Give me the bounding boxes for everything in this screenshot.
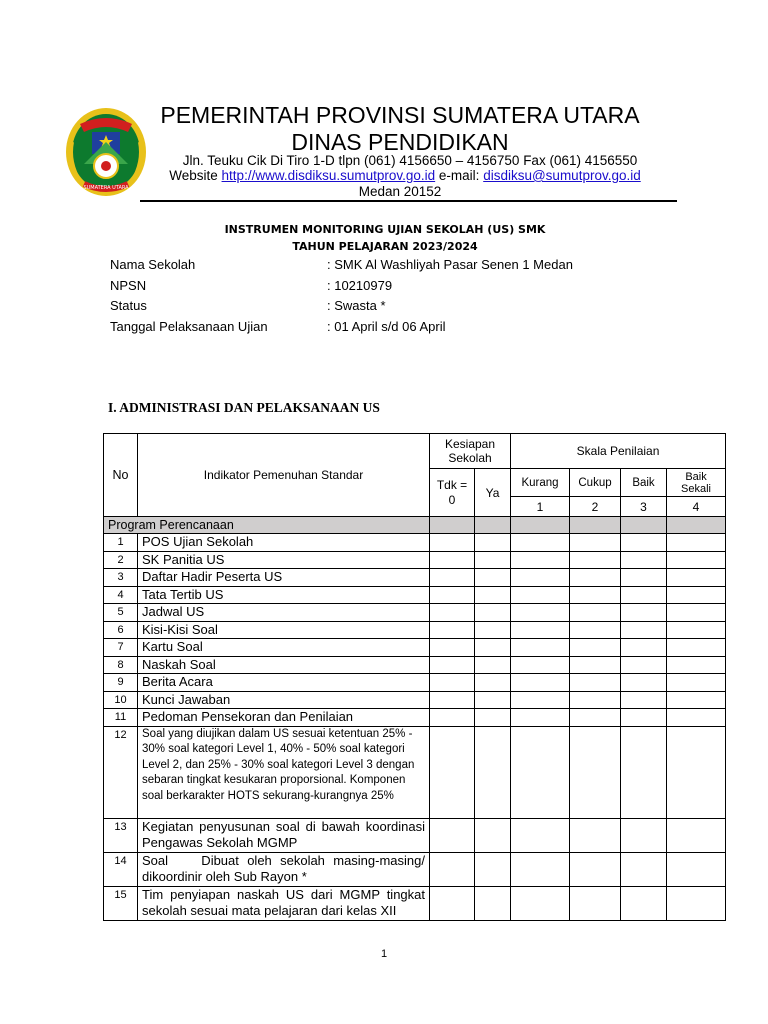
meta-label: Status <box>110 298 147 313</box>
meta-status <box>110 298 386 314</box>
cell-score-1[interactable] <box>511 569 570 587</box>
meta-npsn <box>110 278 393 294</box>
cell-ya[interactable] <box>475 674 511 692</box>
cell-ya[interactable] <box>475 604 511 622</box>
website-label: Website <box>169 168 218 183</box>
cell-score-4[interactable] <box>667 726 726 818</box>
department-name: DINAS PENDIDIKAN <box>291 129 509 155</box>
cell-score-1[interactable] <box>511 604 570 622</box>
cell-tdk[interactable] <box>430 586 475 604</box>
document-subtitle: TAHUN PELAJARAN 2023/2024 <box>292 240 478 253</box>
cell-score-2[interactable] <box>570 691 621 709</box>
cell-score-4[interactable] <box>667 818 726 852</box>
cell-tdk[interactable] <box>430 674 475 692</box>
row-indicator: Kunci Jawaban <box>138 691 430 709</box>
meta-school-name <box>110 257 573 273</box>
monitoring-table <box>103 433 726 921</box>
cell-score-3[interactable] <box>621 852 667 886</box>
row-indicator: Soal yang diujikan dalam US sesuai ketentuan 25% - 30% soal kategori Level 1, 40% - 50% soal kategori Level 2, dan 25% - 30% soal kategori Level 3 dengan sebaran tingkat kesukaran proporsional. Komponen soal berkarakter HOTS sekurang-kurangnya 25% <box>138 726 430 818</box>
cell-score-3[interactable] <box>621 621 667 639</box>
cell-ya[interactable] <box>475 551 511 569</box>
row-number: 10 <box>104 691 138 709</box>
cell-tdk[interactable] <box>430 621 475 639</box>
cell-ya[interactable] <box>475 639 511 657</box>
col-readiness-header: Kesiapan Sekolah <box>430 434 511 469</box>
col-no-header: No <box>104 434 138 517</box>
row-number: 5 <box>104 604 138 622</box>
meta-value: : 10210979 <box>327 278 393 293</box>
cell-ya[interactable] <box>475 691 511 709</box>
cell-score-3[interactable] <box>621 604 667 622</box>
cell-score-2[interactable] <box>570 726 621 818</box>
cell-score-4[interactable] <box>667 569 726 587</box>
cell-score-1[interactable] <box>511 886 570 920</box>
email-link[interactable]: disdiksu@sumutprov.go.id <box>483 168 641 183</box>
cell-score-3[interactable] <box>621 534 667 552</box>
cell-tdk[interactable] <box>430 551 475 569</box>
cell-score-3[interactable] <box>621 551 667 569</box>
cell-ya[interactable] <box>475 886 511 920</box>
website-link[interactable]: http://www.disdiksu.sumutprov.go.id <box>221 168 436 183</box>
scale-value-4: 4 <box>667 497 726 517</box>
meta-value: : SMK Al Washliyah Pasar Senen 1 Medan <box>327 257 573 272</box>
row-indicator: Kartu Soal <box>138 639 430 657</box>
group-program-perencanaan: Program Perencanaan <box>104 517 430 534</box>
address-line: Jln. Teuku Cik Di Tiro 1-D tlpn (061) 4156650 – 4156750 Fax (061) 4156550 <box>182 153 638 168</box>
row-number: 12 <box>104 726 138 818</box>
row-number: 13 <box>104 818 138 852</box>
cell-score-4[interactable] <box>667 534 726 552</box>
cell-score-4[interactable] <box>667 586 726 604</box>
cell-score-2[interactable] <box>570 639 621 657</box>
row-number: 11 <box>104 709 138 727</box>
cell-tdk[interactable] <box>430 639 475 657</box>
cell-score-3[interactable] <box>621 886 667 920</box>
cell-score-4[interactable] <box>667 852 726 886</box>
col-ya-header: Ya <box>475 469 511 517</box>
cell-tdk[interactable] <box>430 691 475 709</box>
row-number: 6 <box>104 621 138 639</box>
cell-score-2[interactable] <box>570 674 621 692</box>
row-indicator: POS Ujian Sekolah <box>138 534 430 552</box>
cell-tdk[interactable] <box>430 709 475 727</box>
row-indicator: Kisi-Kisi Soal <box>138 621 430 639</box>
cell-score-3[interactable] <box>621 569 667 587</box>
cell-score-2[interactable] <box>570 886 621 920</box>
cell-score-4[interactable] <box>667 886 726 920</box>
col-scale-header: Skala Penilaian <box>511 434 726 469</box>
cell-score-1[interactable] <box>511 586 570 604</box>
row-number: 1 <box>104 534 138 552</box>
row-number: 2 <box>104 551 138 569</box>
row-number: 14 <box>104 852 138 886</box>
cell-ya[interactable] <box>475 534 511 552</box>
page-number: 1 <box>380 948 388 960</box>
cell-ya[interactable] <box>475 818 511 852</box>
cell-score-3[interactable] <box>621 726 667 818</box>
col-tdk-header: Tdk = 0 <box>430 469 475 517</box>
cell-tdk[interactable] <box>430 852 475 886</box>
cell-score-4[interactable] <box>667 709 726 727</box>
cell-score-3[interactable] <box>621 674 667 692</box>
row-indicator: Daftar Hadir Peserta US <box>138 569 430 587</box>
row-indicator: Tata Tertib US <box>138 586 430 604</box>
header-divider <box>140 200 677 202</box>
cell-score-2[interactable] <box>570 534 621 552</box>
cell-score-2[interactable] <box>570 818 621 852</box>
scale-label-cukup: Cukup <box>570 469 621 497</box>
row-indicator: Berita Acara <box>138 674 430 692</box>
cell-tdk[interactable] <box>430 569 475 587</box>
cell-ya[interactable] <box>475 709 511 727</box>
col-indicator-header: Indikator Pemenuhan Standar <box>138 434 430 517</box>
row-indicator: Tim penyiapan naskah US dari MGMP tingkat sekolah sesuai mata pelajaran dari kelas XII <box>138 886 430 920</box>
city-postcode: Medan 20152 <box>358 184 442 199</box>
cell-score-1[interactable] <box>511 674 570 692</box>
cell-score-3[interactable] <box>621 656 667 674</box>
row-number: 4 <box>104 586 138 604</box>
government-name: PEMERINTAH PROVINSI SUMATERA UTARA <box>160 102 640 128</box>
cell-score-2[interactable] <box>570 852 621 886</box>
document-title: INSTRUMEN MONITORING UJIAN SEKOLAH (US) SMK <box>224 223 546 236</box>
cell-score-4[interactable] <box>667 674 726 692</box>
row-number: 15 <box>104 886 138 920</box>
cell-score-1[interactable] <box>511 639 570 657</box>
scale-label-kurang: Kurang <box>511 469 570 497</box>
row-number: 7 <box>104 639 138 657</box>
cell-score-1[interactable] <box>511 551 570 569</box>
cell-score-2[interactable] <box>570 586 621 604</box>
cell-ya[interactable] <box>475 569 511 587</box>
cell-score-2[interactable] <box>570 604 621 622</box>
scale-value-3: 3 <box>621 497 667 517</box>
row-indicator: Soal Dibuat oleh sekolah masing-masing/ dikoordinir oleh Sub Rayon * <box>138 852 430 886</box>
cell-score-3[interactable] <box>621 586 667 604</box>
cell-score-3[interactable] <box>621 691 667 709</box>
row-number: 3 <box>104 569 138 587</box>
cell-score-2[interactable] <box>570 656 621 674</box>
row-indicator: Jadwal US <box>138 604 430 622</box>
cell-ya[interactable] <box>475 586 511 604</box>
row-number: 9 <box>104 674 138 692</box>
row-indicator: Kegiatan penyusunan soal di bawah koordinasi Pengawas Sekolah MGMP <box>138 818 430 852</box>
cell-score-4[interactable] <box>667 551 726 569</box>
cell-ya[interactable] <box>475 852 511 886</box>
cell-tdk[interactable] <box>430 604 475 622</box>
cell-tdk[interactable] <box>430 534 475 552</box>
emblem-text: SUMATERA UTARA <box>83 185 129 191</box>
scale-value-1: 1 <box>511 497 570 517</box>
cell-score-2[interactable] <box>570 569 621 587</box>
cell-score-4[interactable] <box>667 639 726 657</box>
cell-score-3[interactable] <box>621 709 667 727</box>
meta-exam-date <box>110 319 446 335</box>
cell-score-1[interactable] <box>511 621 570 639</box>
cell-score-2[interactable] <box>570 621 621 639</box>
cell-ya[interactable] <box>475 621 511 639</box>
cell-score-1[interactable] <box>511 818 570 852</box>
cell-score-4[interactable] <box>667 691 726 709</box>
scale-label-baik-sekali: Baik Sekali <box>667 469 726 497</box>
row-indicator: Naskah Soal <box>138 656 430 674</box>
cell-ya[interactable] <box>475 726 511 818</box>
meta-label: NPSN <box>110 278 147 293</box>
cell-score-4[interactable] <box>667 656 726 674</box>
cell-score-1[interactable] <box>511 709 570 727</box>
meta-label: Nama Sekolah <box>110 257 196 272</box>
cell-score-1[interactable] <box>511 656 570 674</box>
scale-value-2: 2 <box>570 497 621 517</box>
meta-label: Tanggal Pelaksanaan Ujian <box>110 319 268 334</box>
contact-line <box>105 168 705 184</box>
row-indicator: Pedoman Pensekoran dan Penilaian <box>138 709 430 727</box>
scale-label-baik: Baik <box>621 469 667 497</box>
cell-tdk[interactable] <box>430 656 475 674</box>
cell-score-1[interactable] <box>511 691 570 709</box>
meta-value: : Swasta * <box>327 298 386 313</box>
row-indicator: SK Panitia US <box>138 551 430 569</box>
cell-score-2[interactable] <box>570 551 621 569</box>
cell-score-1[interactable] <box>511 726 570 818</box>
section-title: I. ADMINISTRASI DAN PELAKSANAAN US <box>108 400 380 415</box>
cell-tdk[interactable] <box>430 886 475 920</box>
cell-score-4[interactable] <box>667 621 726 639</box>
cell-score-4[interactable] <box>667 604 726 622</box>
cell-ya[interactable] <box>475 656 511 674</box>
meta-value: : 01 April s/d 06 April <box>327 319 446 334</box>
cell-score-1[interactable] <box>511 534 570 552</box>
cell-score-1[interactable] <box>511 852 570 886</box>
email-label: e-mail: <box>438 168 480 183</box>
cell-score-2[interactable] <box>570 709 621 727</box>
cell-tdk[interactable] <box>430 818 475 852</box>
cell-tdk[interactable] <box>430 726 475 818</box>
cell-score-3[interactable] <box>621 639 667 657</box>
cell-score-3[interactable] <box>621 818 667 852</box>
row-number: 8 <box>104 656 138 674</box>
